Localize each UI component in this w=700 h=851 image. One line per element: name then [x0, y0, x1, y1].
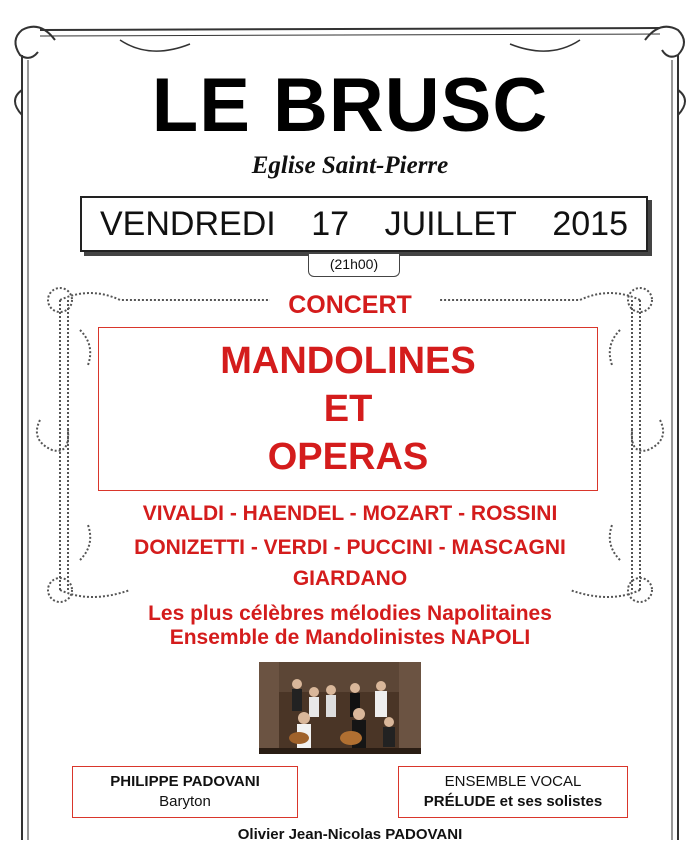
ensemble-name: PRÉLUDE et ses solistes	[423, 793, 603, 810]
date-day: 17	[311, 204, 350, 243]
date-banner	[80, 196, 648, 252]
composers-line: GIARDANO	[292, 567, 408, 590]
performer-role: Baryton	[159, 793, 211, 810]
performer-name: PHILIPPE PADOVANI	[110, 773, 260, 790]
ensemble-photo	[259, 662, 421, 754]
concert-title-line: MANDOLINES	[220, 340, 476, 382]
ensemble-line: Ensemble de Mandolinistes NAPOLI	[169, 626, 531, 649]
ensemble-label: ENSEMBLE VOCAL	[444, 773, 582, 790]
venue-subtitle: Eglise Saint-Pierre	[251, 152, 449, 179]
composers-line: VIVALDI - HAENDEL - MOZART - ROSSINI	[142, 502, 558, 525]
date-year: 2015	[552, 204, 628, 243]
footer-name: Olivier Jean-Nicolas PADOVANI	[237, 826, 463, 843]
date-month: JUILLET	[384, 204, 517, 243]
performer-card-baritone	[72, 766, 298, 818]
concert-title-box	[98, 327, 598, 491]
program-line: Les plus célèbres mélodies Napolitaines	[148, 602, 552, 625]
concert-label: CONCERT	[288, 291, 412, 319]
concert-title-line: ET	[323, 388, 373, 430]
page-title: LE BRUSC	[151, 63, 549, 148]
concert-title-line: OPERAS	[267, 436, 429, 478]
performer-card-ensemble	[398, 766, 628, 818]
event-time: (21h00)	[308, 254, 400, 277]
composers-line: DONIZETTI - VERDI - PUCCINI - MASCAGNI	[134, 536, 566, 559]
date-weekday: VENDREDI	[100, 204, 276, 243]
